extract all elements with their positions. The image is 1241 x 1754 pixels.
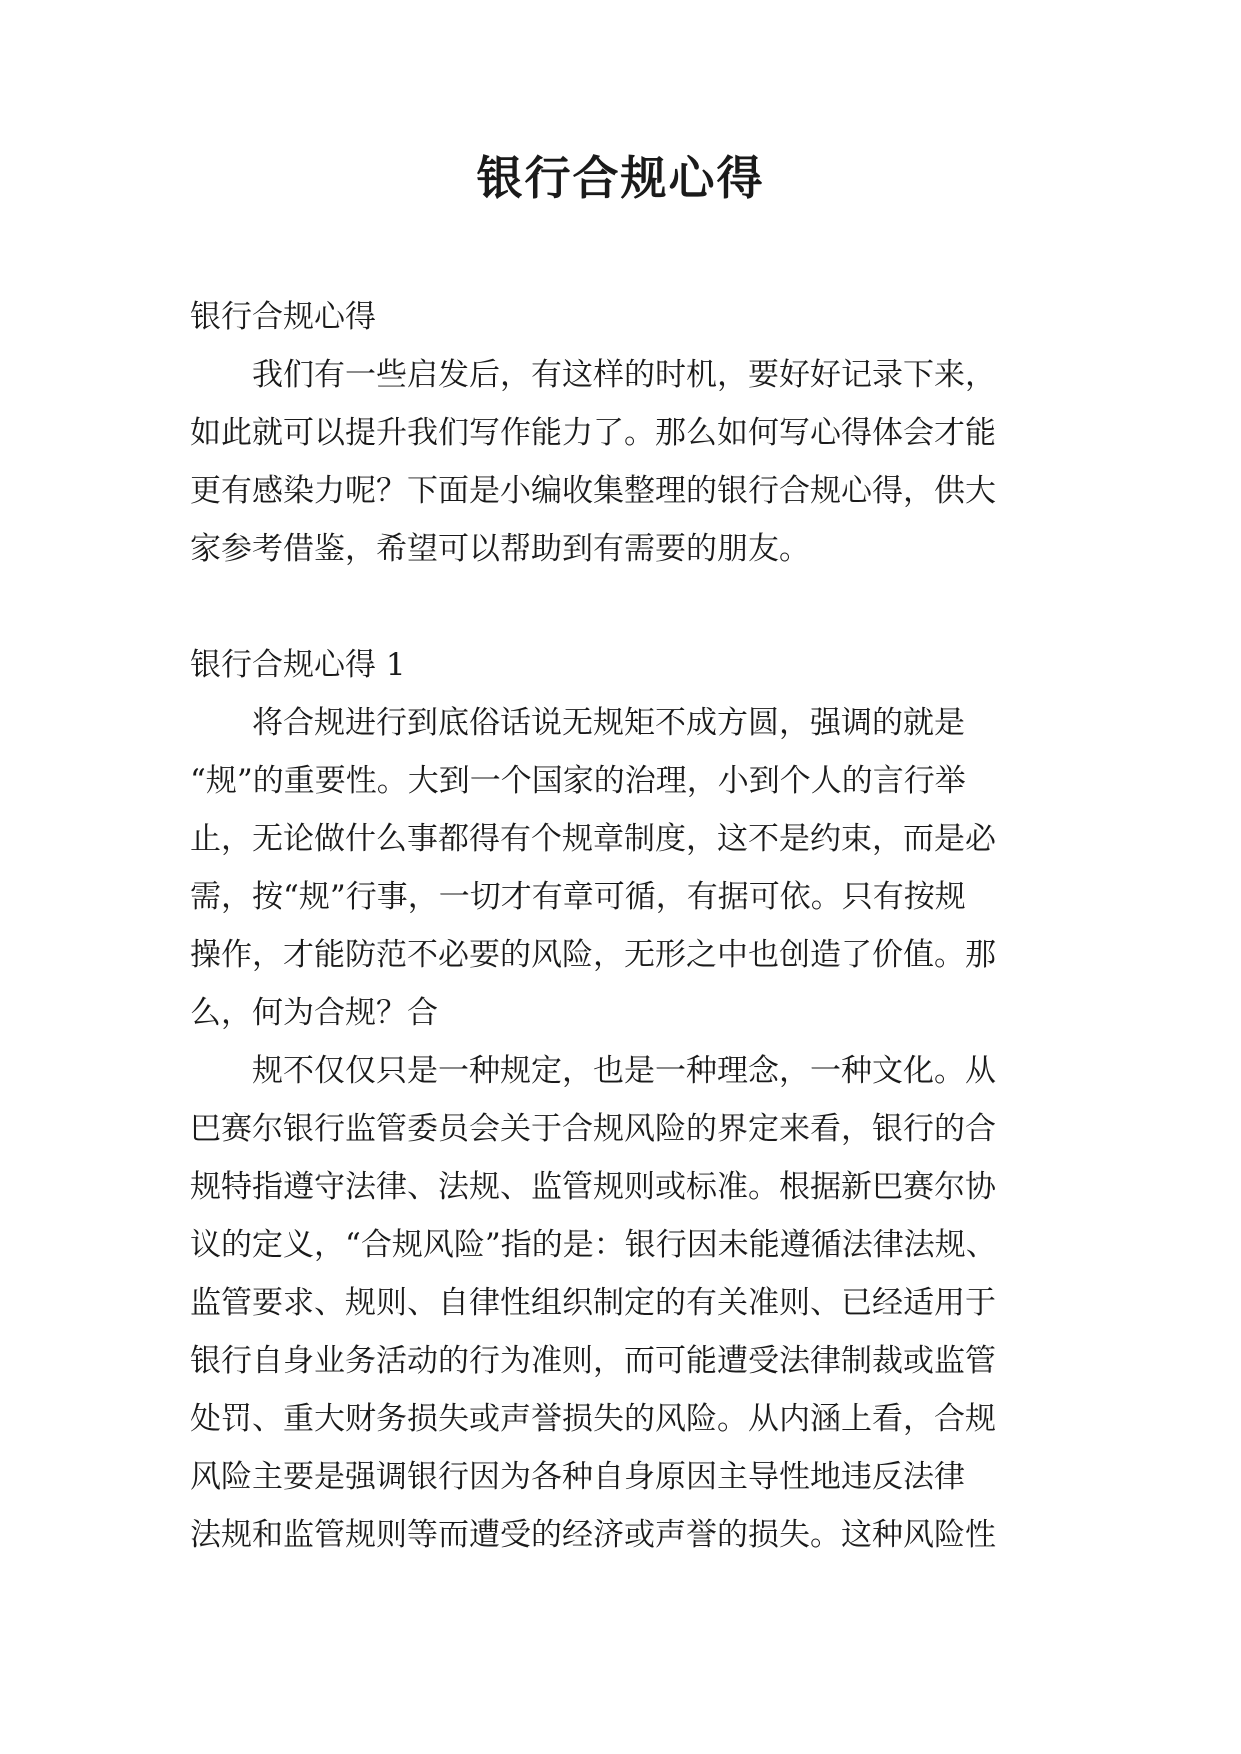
body-line-13: 处罚、重大财务损失或声誉损失的风险。从内涵上看，合规 <box>190 1401 996 1437</box>
intro-line-3: 更有感染力呢？下面是小编收集整理的银行合规心得，供大 <box>190 473 996 509</box>
body-line-12: 银行自身业务活动的行为准则，而可能遭受法律制裁或监管 <box>190 1343 996 1379</box>
section-heading: 银行合规心得 <box>190 299 376 335</box>
body-line-11: 监管要求、规则、自律性组织制定的有关准则、已经适用于 <box>190 1285 996 1321</box>
body-line-15: 法规和监管规则等而遭受的经济或声誉的损失。这种风险性 <box>190 1517 996 1553</box>
body-line-6: 么，何为合规？合 <box>190 995 438 1031</box>
intro-line-2: 如此就可以提升我们写作能力了。那么如何写心得体会才能 <box>190 415 996 451</box>
body-line-7: 规不仅仅只是一种规定，也是一种理念，一种文化。从 <box>190 1053 996 1089</box>
body-line-14: 风险主要是强调银行因为各种自身原因主导性地违反法律 <box>190 1459 965 1495</box>
body-line-8: 巴赛尔银行监管委员会关于合规风险的界定来看，银行的合 <box>190 1111 996 1147</box>
body-line-10: 议的定义，“合规风险”指的是：银行因未能遵循法律法规、 <box>190 1227 997 1263</box>
body-line-5: 操作，才能防范不必要的风险，无形之中也创造了价值。那 <box>190 937 996 973</box>
body-line-1: 将合规进行到底俗话说无规矩不成方圆，强调的就是 <box>190 705 965 741</box>
body-line-9: 规特指遵守法律、法规、监管规则或标准。根据新巴赛尔协 <box>190 1169 996 1205</box>
body-line-2: “规”的重要性。大到一个国家的治理，小到个人的言行举 <box>190 763 966 799</box>
body-line-4: 需，按“规”行事，一切才有章可循，有据可依。只有按规 <box>190 879 966 915</box>
intro-line-4: 家参考借鉴，希望可以帮助到有需要的朋友。 <box>190 531 810 567</box>
body-line-3: 止，无论做什么事都得有个规章制度，这不是约束，而是必 <box>190 821 996 857</box>
document-title: 银行合规心得 <box>476 151 765 205</box>
intro-line-1: 我们有一些启发后，有这样的时机，要好好记录下来， <box>190 357 996 393</box>
paragraph-spacer <box>190 578 1070 636</box>
subsection-heading: 银行合规心得 1 <box>190 647 406 683</box>
document-body <box>190 288 1070 1564</box>
